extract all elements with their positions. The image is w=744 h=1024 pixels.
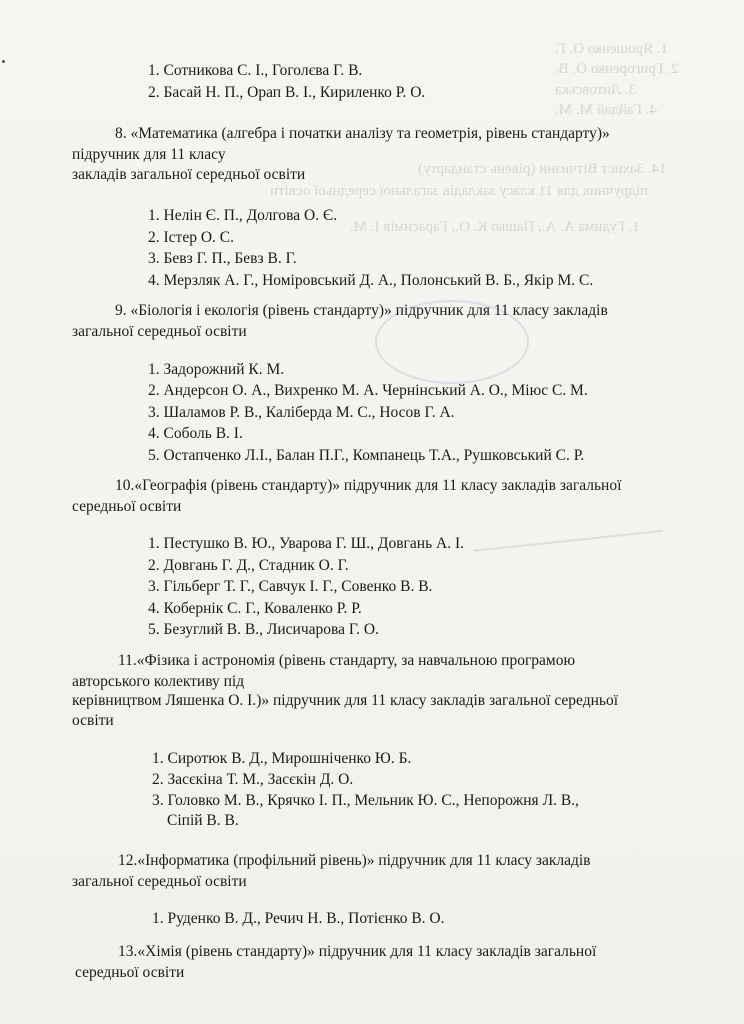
list-item: 2. Істер О. С. <box>148 229 234 246</box>
section-title: освіти <box>72 712 114 729</box>
section-title: 11.«Фізика і астрономія (рівень стандарту, за навчальною програмою <box>118 652 576 669</box>
section-title: авторського колективу під <box>72 673 245 690</box>
list-item: 4. Соболь В. І. <box>148 425 243 442</box>
section-title: закладів загальної середньої освіти <box>72 166 306 183</box>
scan-mark <box>2 60 5 63</box>
section-title: 8. «Математика (алгебра і початки аналізу та геометрія, рівень стандарту)» <box>115 125 610 142</box>
bleed-through-line: 3. Литовська <box>555 82 637 98</box>
list-item: 3. Шаламов Р. В., Каліберда М. С., Носов Г. А. <box>148 404 455 421</box>
list-item: 2. Андерсон О. А., Вихренко М. А. Чернінський А. О., Міюс С. М. <box>148 382 588 399</box>
list-item: 3. Головко М. В., Крячко І. П., Мельник Ю. С., Непорожня Л. В., <box>152 792 579 809</box>
list-item: Сіпій В. В. <box>167 812 239 829</box>
section-title: 13.«Хімія (рівень стандарту)» підручник для 11 класу закладів загальної <box>118 943 597 960</box>
bleed-through-line: 14. Захист Вітчизни (рівень стандарту) <box>418 161 667 177</box>
list-item: 1. Сотникова С. І., Гоголєва Г. В. <box>148 62 363 79</box>
list-item: 3. Гільберг Т. Г., Савчук І. Г., Совенко В. В. <box>148 578 433 595</box>
list-item: 1. Задорожний К. М. <box>148 361 285 378</box>
bleed-through-line: 2. Григоренко О. В. <box>555 61 679 77</box>
section-title: 10.«Географія (рівень стандарту)» підручник для 11 класу закладів загальної <box>115 477 622 494</box>
list-item: 2. Довгань Г. Д., Стадник О. Г. <box>148 557 349 574</box>
section-title: 12.«Інформатика (профільний рівень)» підручник для 11 класу закладів <box>118 852 591 869</box>
list-item: 2. Басай Н. П., Орап В. І., Кириленко Р. О. <box>148 84 426 101</box>
bleed-through-line: 1. Гудима А. А., Пашко К. О., Гарасимів І. М. <box>350 219 640 235</box>
bleed-through-line: 4. Гайдай М. М. <box>555 102 657 118</box>
section-title: 9. «Біологія і екологія (рівень стандарту)» підручник для 11 класу закладів <box>115 302 608 319</box>
list-item: 4. Мерзляк А. Г., Номіровський Д. А., Полонський В. Б., Якір М. С. <box>148 272 594 289</box>
section-title: підручник для 11 класу <box>72 146 226 163</box>
list-item: 2. Засєкіна Т. М., Засєкін Д. О. <box>152 771 354 788</box>
list-item: 1. Руденко В. Д., Речич Н. В., Потієнко В. О. <box>152 910 445 927</box>
bleed-through-line: підручник для 11 класу закладів загальної середньої освіти <box>270 183 649 199</box>
list-item: 5. Остапченко Л.І., Балан П.Г., Компанець Т.А., Рушковський С. Р. <box>148 447 585 464</box>
bleed-through-line: 1. Ярошенко О. Г. <box>555 41 669 57</box>
section-title: середньої освіти <box>75 964 185 981</box>
section-title: середньої освіти <box>72 498 182 515</box>
section-title: загальної середньої освіти <box>72 323 247 340</box>
section-title: керівництвом Ляшенка О. І.)» підручник для 11 класу закладів загальної середньої <box>72 692 619 709</box>
list-item: 3. Бевз Г. П., Бевз В. Г. <box>148 250 297 267</box>
section-title: загальної середньої освіти <box>72 873 247 890</box>
list-item: 4. Кобернік С. Г., Коваленко Р. Р. <box>148 600 362 617</box>
list-item: 1. Нелін Є. П., Долгова О. Є. <box>148 207 338 224</box>
list-item: 1. Сиротюк В. Д., Мирошніченко Ю. Б. <box>152 750 412 767</box>
list-item: 1. Пестушко В. Ю., Уварова Г. Ш., Довгань А. І. <box>148 535 465 552</box>
list-item: 5. Безуглий В. В., Лисичарова Г. О. <box>148 621 379 638</box>
